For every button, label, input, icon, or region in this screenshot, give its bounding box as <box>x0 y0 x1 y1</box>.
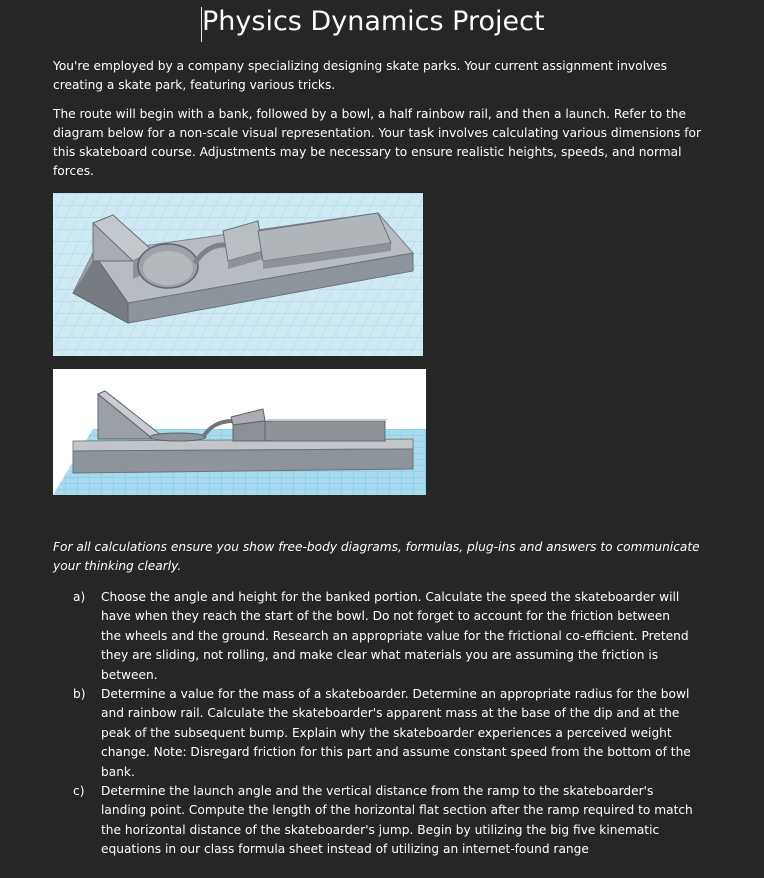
skate-park-side-view-image <box>53 369 426 495</box>
intro-paragraph-2: The route will begin with a bank, followed by a bowl, a half rainbow rail, and then a launch. Refer to the diagram below for a non-scale visual representation. Your task involves calculating various dimensions for this skateboard course. Adjustments may be necessary to ensure realistic heights, speeds, and normal forces. <box>53 107 702 178</box>
intro-paragraph-1: You're employed by a company specializing designing skate parks. Your current assignment involves creating a skate park, featuring various tricks. <box>53 59 668 92</box>
question-item-c <box>73 782 693 860</box>
question-text: Determine a value for the mass of a skateboarder. Determine an appropriate radius for the bowl and rainbow rail. Calculate the skateboarder's apparent mass at the base of the dip and at the peak of the subsequent bump. Explain why the skateboarder experiences a perceived weight change. Note: Disregard friction for this part and assume constant speed from the bottom of the bank. <box>101 687 691 779</box>
question-list <box>73 588 693 860</box>
question-item-a <box>73 588 693 685</box>
question-marker: b) <box>73 687 86 702</box>
skate-park-top-view-image <box>53 193 423 356</box>
question-text: Determine the launch angle and the vertical distance from the ramp to the skateboarder's landing point. Compute the length of the horizontal flat section after the ramp required to match the horizontal distance of the skateboarder's jump. Begin by utilizing the big five kinematic equations in our class formula sheet instead of utilizing an internet-found range <box>101 784 693 857</box>
question-marker: c) <box>73 784 85 799</box>
page-title: Physics Dynamics Project <box>202 6 545 37</box>
question-item-b <box>73 685 693 782</box>
question-text: Choose the angle and height for the banked portion. Calculate the speed the skateboarder will have when they reach the start of the bowl. Do not forget to account for the friction between the wheels and the ground. Research an appropriate value for the frictional co-efficient. Pretend they are sliding, not rolling, and make clear what materials you are assuming the friction is between. <box>101 590 689 682</box>
instruction-paragraph: For all calculations ensure you show free-body diagrams, formulas, plug-ins and answers to communicate your thinking clearly. <box>53 540 700 573</box>
question-marker: a) <box>73 590 86 604</box>
